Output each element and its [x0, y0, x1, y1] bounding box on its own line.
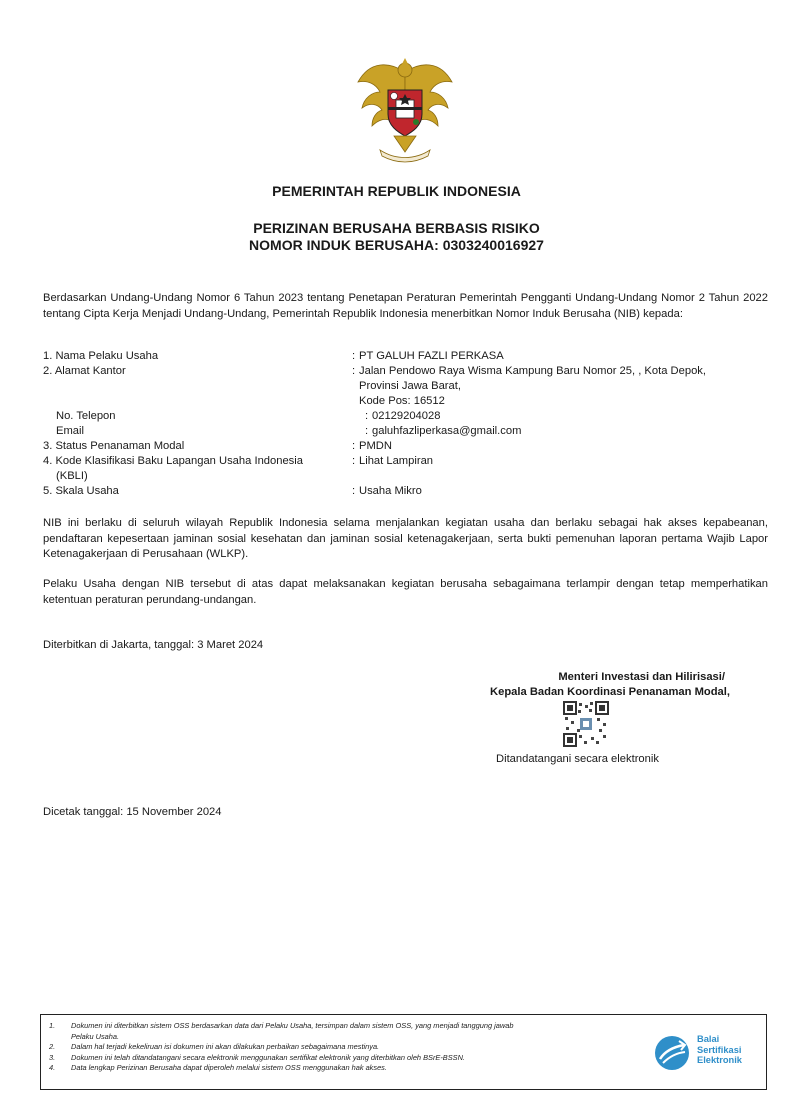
intro-paragraph: Berdasarkan Undang-Undang Nomor 6 Tahun 2023 tentang Penetapan Peraturan Pemerintah Pengganti Undang-Undang Nomor 2 Tahun 2022 tentang Cipta Kerja Menjadi Undang-Undang, Pemerintah Republik Indonesia menerbitkan Nomor Induk Berusaha (NIB) kepada:: [43, 292, 768, 320]
field-phone: No. Telepon : 02129204028: [43, 409, 773, 424]
printed-date: Dicetak tanggal: 15 November 2024: [43, 806, 222, 818]
footer-note: 3. Dokumen ini telah ditandatangani secara elektronik menggunakan sertifikat elektronik yang diterbitkan oleh BSrE-BSSN.: [49, 1052, 465, 1062]
field-label: 1. Nama Pelaku Usaha: [43, 350, 159, 362]
field-value: galuhfazliperkasa@gmail.com: [372, 425, 522, 437]
footer-note: 4. Data lengkap Perizinan Berusaha dapat diperoleh melalui sistem OSS menggunakan hak akses.: [49, 1063, 387, 1073]
footer-notes-list: [49, 1021, 649, 1074]
field-business-name: 1. Nama Pelaku Usaha : PT GALUH FAZLI PERKASA: [43, 349, 773, 364]
field-business-scale: 5. Skala Usaha : Usaha Mikro: [43, 484, 773, 499]
field-label: 3. Status Penanaman Modal: [43, 440, 185, 452]
field-label: 5. Skala Usaha: [43, 485, 119, 497]
field-investment-status: 3. Status Penanaman Modal : PMDN: [43, 439, 773, 454]
license-title: PERIZINAN BERUSAHA BERBASIS RISIKO: [253, 220, 540, 236]
field-value: Usaha Mikro: [359, 485, 422, 497]
bse-logo-icon: [651, 1031, 695, 1075]
government-title: PEMERINTAH REPUBLIK INDONESIA: [272, 183, 521, 199]
footer-note: 2. Dalam hal terjadi kekeliruan isi dokumen ini akan dilakukan perbaikan sebagaimana mestinya.: [49, 1042, 380, 1052]
bse-logo: [651, 1031, 761, 1075]
validity-paragraph: NIB ini berlaku di seluruh wilayah Republik Indonesia selama menjalankan kegiatan usaha dan berlaku sebagai hak akses kepabeanan, pendaftaran kepesertaan jaminan sosial kesehatan dan jaminan sosial ketenagakerjaan, serta bukti pemenuhan laporan pertama Wajib Lapor Ketenagakerjaan di Perusahaan (WLKP).: [43, 517, 768, 560]
garuda-pancasila-emblem: [350, 52, 460, 167]
field-label: Email: [56, 425, 84, 437]
nib-number-title: NOMOR INDUK BERUSAHA: 0303240016927: [249, 237, 544, 253]
field-value: 02129204028: [372, 410, 441, 422]
field-value: PMDN: [359, 440, 392, 452]
signed-electronically-note: Ditandatangani secara elektronik: [496, 753, 659, 765]
field-label: No. Telepon: [56, 410, 116, 422]
field-value: PT GALUH FAZLI PERKASA: [359, 350, 504, 362]
field-label: 4. Kode Klasifikasi Baku Lapangan Usaha Indonesia: [43, 455, 303, 467]
field-label: 2. Alamat Kantor: [43, 365, 126, 377]
field-value: Kode Pos: 16512: [359, 395, 445, 407]
bse-logo-text: Elektronik: [697, 1055, 742, 1065]
bse-logo-text: Balai: [697, 1034, 720, 1044]
signatory-title-line1: Menteri Investasi dan Hilirisasi/: [558, 671, 725, 683]
field-value: Jalan Pendowo Raya Wisma Kampung Baru Nomor 25, , Kota Depok,: [359, 365, 706, 377]
footer-notes-box: [40, 1014, 767, 1090]
field-label: (KBLI): [56, 470, 88, 482]
field-kbli: 4. Kode Klasifikasi Baku Lapangan Usaha Indonesia (KBLI) : Lihat Lampiran: [43, 454, 773, 484]
provision-paragraph: Pelaku Usaha dengan NIB tersebut di atas dapat melaksanakan kegiatan berusaha sebagaimana terlampir dengan tetap memperhatikan ketentuan peraturan perundang-undangan.: [43, 578, 768, 606]
field-value: Lihat Lampiran: [359, 455, 434, 467]
business-details: [43, 349, 773, 499]
signatory-block: [440, 670, 730, 700]
footer-note: 1. Dokumen ini diterbitkan sistem OSS berdasarkan data dari Pelaku Usaha, tersimpan dalam sistem OSS, yang menjadi tanggung jawab Pelaku Usaha.: [49, 1021, 514, 1041]
qr-code-icon: [563, 701, 609, 747]
issued-date: Diterbitkan di Jakarta, tanggal: 3 Maret 2024: [43, 639, 264, 651]
field-email: Email : galuhfazliperkasa@gmail.com: [43, 424, 773, 439]
field-value: Provinsi Jawa Barat,: [359, 380, 461, 392]
signatory-title-line2: Kepala Badan Koordinasi Penanaman Modal,: [490, 686, 730, 698]
bse-logo-text: Sertifikasi: [697, 1044, 742, 1055]
field-office-address: 2. Alamat Kantor : Jalan Pendowo Raya Wisma Kampung Baru Nomor 25, , Kota Depok, Provinsi Jawa Barat, Kode Pos: 16512: [43, 364, 773, 409]
